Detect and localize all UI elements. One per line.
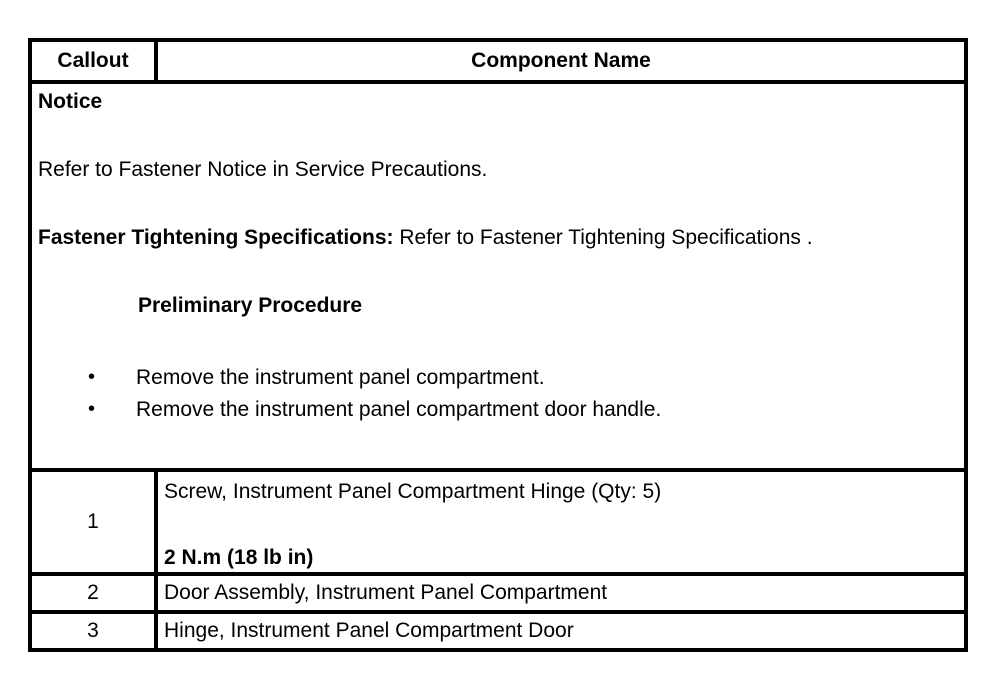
component-name: Screw, Instrument Panel Compartment Hinge (Qty: 5) — [164, 480, 662, 503]
bullet-icon: • — [88, 366, 96, 388]
callout-cell: 2 — [32, 576, 158, 610]
callout-cell: 3 — [32, 614, 158, 648]
procedure-step-text: Remove the instrument panel compartment door handle. — [136, 398, 662, 421]
table-row — [32, 572, 964, 610]
callout-cell: 1 — [32, 472, 158, 572]
fastener-spec-line — [38, 226, 813, 250]
component-name-cell — [158, 472, 964, 572]
list-item — [32, 398, 964, 424]
notice-heading: Notice — [38, 90, 103, 113]
component-name-cell: Hinge, Instrument Panel Compartment Door — [164, 619, 574, 642]
table-header-row — [32, 42, 964, 80]
preliminary-procedure-title: Preliminary Procedure — [138, 294, 363, 317]
table-row — [32, 468, 964, 572]
component-name-column-header: Component Name — [471, 49, 651, 72]
list-item — [32, 366, 964, 392]
bullet-icon: • — [88, 398, 96, 420]
fastener-spec-label: Fastener Tightening Specifications: — [38, 226, 394, 249]
notice-section — [32, 80, 964, 468]
notice-text: Refer to Fastener Notice in Service Precautions. — [38, 158, 488, 181]
torque-spec: 2 N.m (18 lb in) — [164, 546, 314, 569]
component-name-cell: Door Assembly, Instrument Panel Compartment — [164, 581, 608, 604]
table-row — [32, 610, 964, 648]
procedure-step-text: Remove the instrument panel compartment. — [136, 366, 545, 389]
fastener-spec-text: Refer to Fastener Tightening Specifications . — [393, 226, 813, 249]
callout-column-header: Callout — [32, 42, 158, 80]
components-table — [28, 38, 968, 652]
